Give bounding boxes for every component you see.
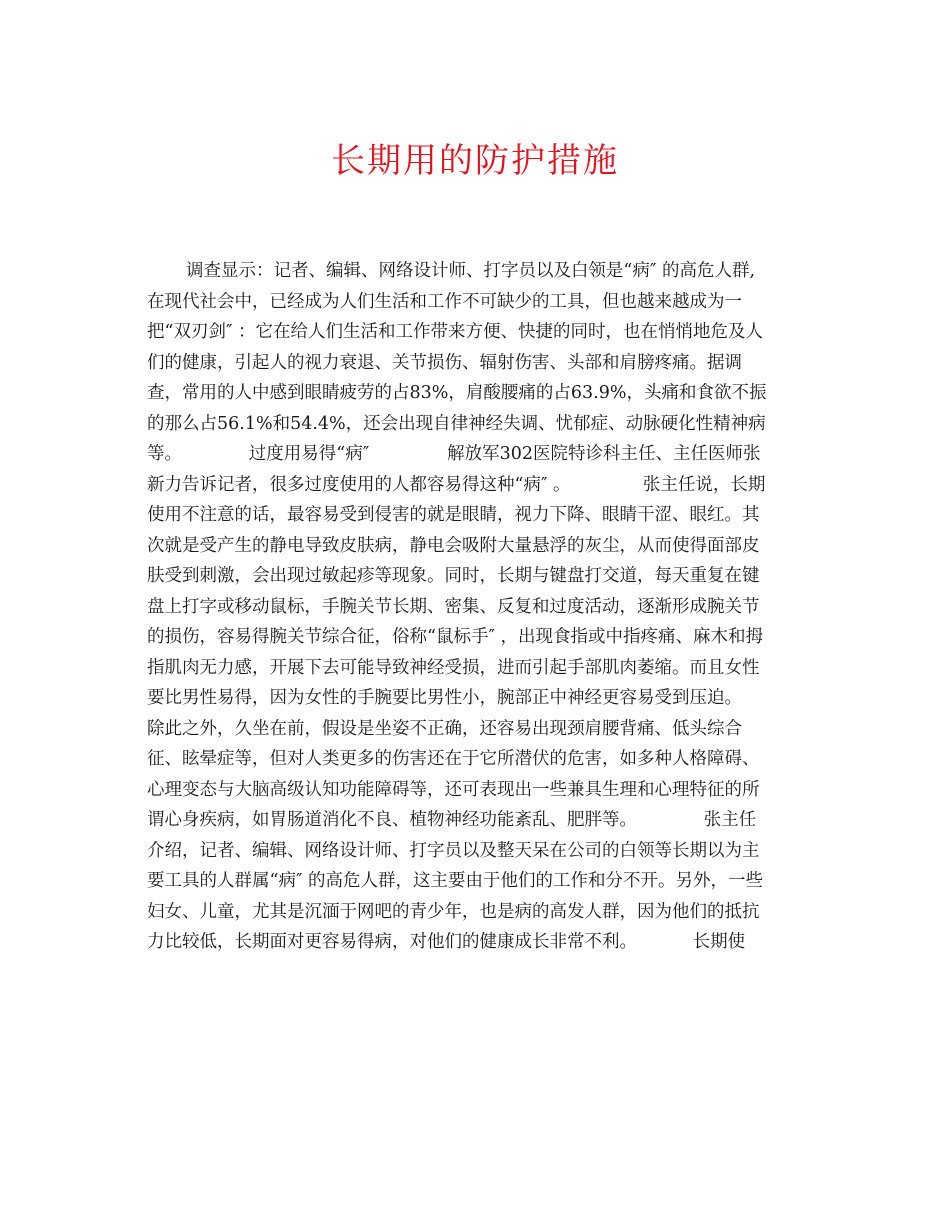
body-line: 指肌肉无力感，开展下去可能导致神经受损，进而引起手部肌肉萎缩。而且女性 bbox=[147, 657, 760, 678]
body-line: 征、眩晕症等，但对人类更多的伤害还在于它所潜伏的危害，如多种人格障碍、 bbox=[147, 749, 760, 769]
body-line: 使用不注意的话，最容易受到侵害的就是眼睛，视力下降、眼睛干涩、眼红。其 bbox=[147, 505, 760, 525]
body-line: 要比男性易得，因为女性的手腕要比男性小，腕部正中神经更容易受到压迫。 bbox=[147, 688, 742, 708]
body-line: 在现代社会中，已经成为人们生活和工作不可缺少的工具，但也越来越成为一 bbox=[147, 291, 742, 312]
body-line: 力比较低，长期面对更容易得病，对他们的健康成长非常不利。 长期使 bbox=[147, 932, 746, 952]
body-line: 新力告诉记者，很多过度使用的人都容易得这种“病″ 。 张主任说，长期 bbox=[147, 474, 766, 495]
body-line: 介绍，记者、编辑、网络设计师、打字员以及整天呆在公司的白领等长期以为主 bbox=[147, 840, 760, 861]
body-line: 除此之外，久坐在前，假设是坐姿不正确，还容易出现颈肩腰背痛、低头综合 bbox=[147, 718, 742, 739]
body-line: 盘上打字或移动鼠标，手腕关节长期、密集、反复和过度活动，逐渐形成腕关节 bbox=[147, 596, 760, 617]
document-body bbox=[147, 256, 807, 958]
body-line: 妇女、儿童，尤其是沉湎于网吧的青少年，也是病的高发人群，因为他们的抵抗 bbox=[147, 901, 760, 922]
body-line: 肤受到刺激，会出现过敏起疹等现象。同时，长期与键盘打交道，每天重复在键 bbox=[147, 566, 760, 586]
body-line: 的那么占56.1%和54.4%，还会出现自律神经失调、忧郁症、动脉硬化性精神病 bbox=[147, 413, 766, 434]
body-line: 要工具的人群属“病″ 的高危人群，这主要由于他们的工作和分不开。另外，一些 bbox=[147, 871, 764, 891]
document-title: 长期用的防护措施 bbox=[331, 141, 619, 181]
body-line: 等。 过度用易得“病″ 解放军302医院特诊科主任、主任医师张 bbox=[147, 444, 761, 464]
body-line: 调查显示：记者、编辑、网络设计师、打字员以及白领是“病″ 的高危人群, bbox=[147, 261, 756, 281]
body-line: 心理变态与大脑高级认知功能障碍等，还可表现出一些兼具生理和心理特征的所 bbox=[147, 779, 760, 800]
body-line: 次就是受产生的静电导致皮肤病，静电会吸附大量悬浮的灰尘，从而使得面部皮 bbox=[147, 535, 760, 556]
body-line: 的损伤，容易得腕关节综合征，俗称“鼠标手″ ，出现食指或中指疼痛、麻木和拇 bbox=[147, 627, 764, 647]
body-line: 们的健康，引起人的视力衰退、关节损伤、辐射伤害、头部和肩膀疼痛。据调 bbox=[147, 352, 742, 373]
body-line: 把“双刃剑″ ：它在给人们生活和工作带来方便、快捷的同时，也在悄悄地危及人 bbox=[147, 322, 764, 342]
body-line: 查，常用的人中感到眼睛疲劳的占83%，肩酸腰痛的占63.9%，头痛和食欲不振 bbox=[147, 383, 767, 403]
body-line: 谓心身疾病，如胃肠道消化不良、植物神经功能紊乱、肥胖等。 张主任 bbox=[147, 810, 757, 830]
